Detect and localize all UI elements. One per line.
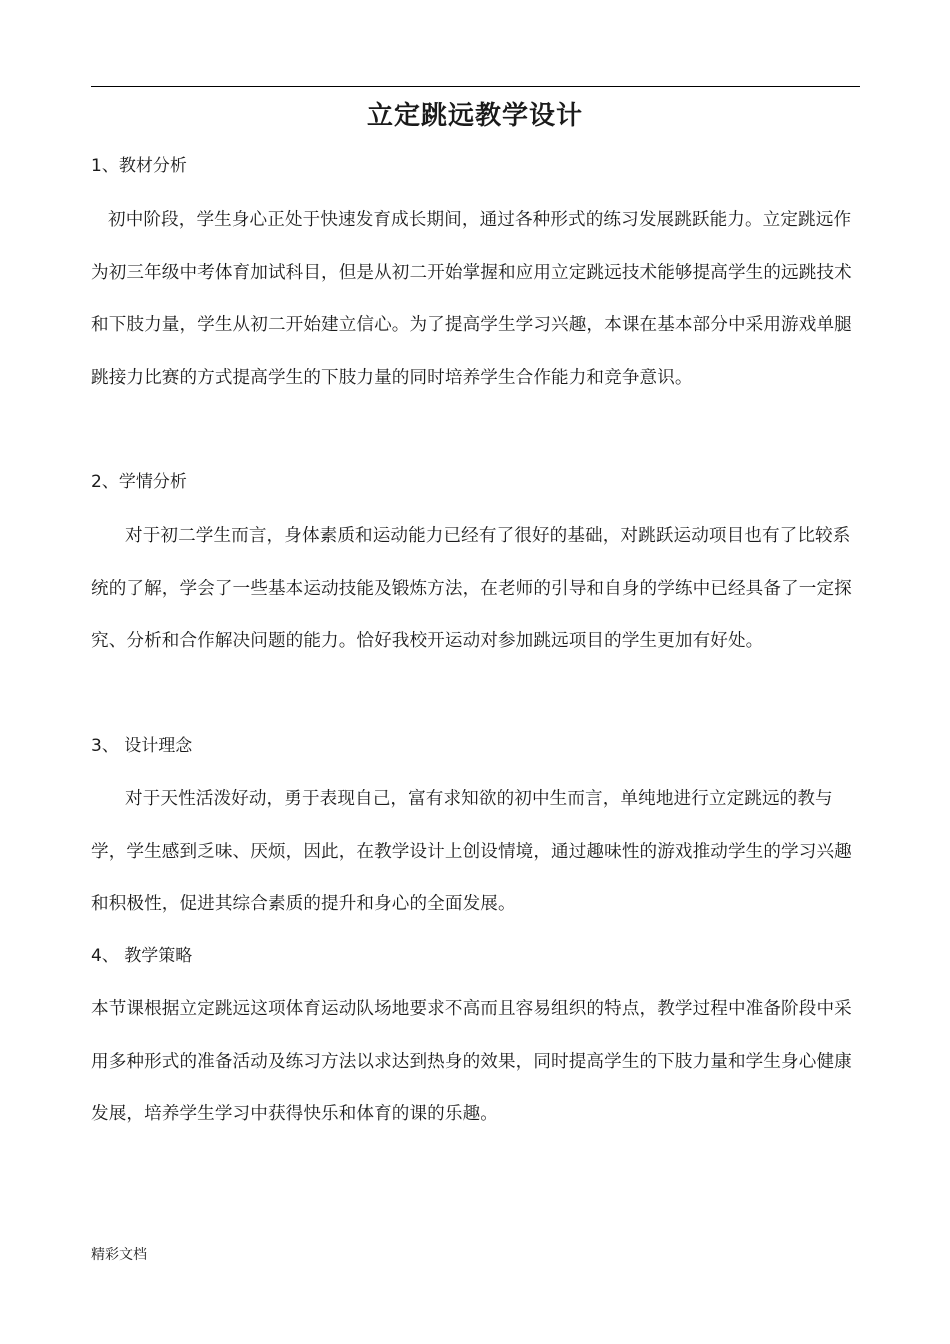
section-body-concept: 对于天性活泼好动，勇于表现自己，富有求知欲的初中生而言，单纯地进行立定跳远的教与学，学生感到乏味、厌烦，因此，在教学设计上创设情境，通过趣味性的游戏推动学生的学习兴趣和积极性，促进其综合素质的提升和身心的全面发展。 bbox=[91, 789, 852, 915]
section-body-strategy: 本节课根据立定跳远这项体育运动队场地要求不高而且容易组织的特点，教学过程中准备阶段中采用多种形式的准备活动及练习方法以求达到热身的效果，同时提高学生的下肢力量和学生身心健康发展，培养学生学习中获得快乐和体育的课的乐趣。 bbox=[91, 999, 852, 1125]
section-body-learners: 对于初二学生而言，身体素质和运动能力已经有了很好的基础，对跳跃运动项目也有了比较系统的了解，学会了一些基本运动技能及锻炼方法，在老师的引导和自身的学练中已经具备了一定探究、分析和合作解决问题的能力。恰好我校开运动对参加跳远项目的学生更加有好处。 bbox=[91, 526, 852, 652]
top-rule bbox=[91, 86, 860, 87]
section-heading-learners: 2、学情分析 bbox=[91, 472, 187, 492]
section-heading-materials: 1、教材分析 bbox=[91, 156, 187, 176]
document-title: 立定跳远教学设计 bbox=[366, 101, 583, 131]
section-heading-strategy: 4、 教学策略 bbox=[91, 946, 193, 966]
section-body-materials: 初中阶段，学生身心正处于快速发育成长期间，通过各种形式的练习发展跳跃能力。立定跳远作为初三年级中考体育加试科目，但是从初二开始掌握和应用立定跳远技术能够提高学生的远跳技术和下肢力量，学生从初二开始建立信心。为了提高学生学习兴趣，本课在基本部分中采用游戏单腿跳接力比赛的方式提高学生的下肢力量的同时培养学生合作能力和竞争意识。 bbox=[91, 210, 852, 389]
section-heading-concept: 3、 设计理念 bbox=[91, 736, 193, 756]
footer-label: 精彩文档 bbox=[91, 1247, 147, 1263]
